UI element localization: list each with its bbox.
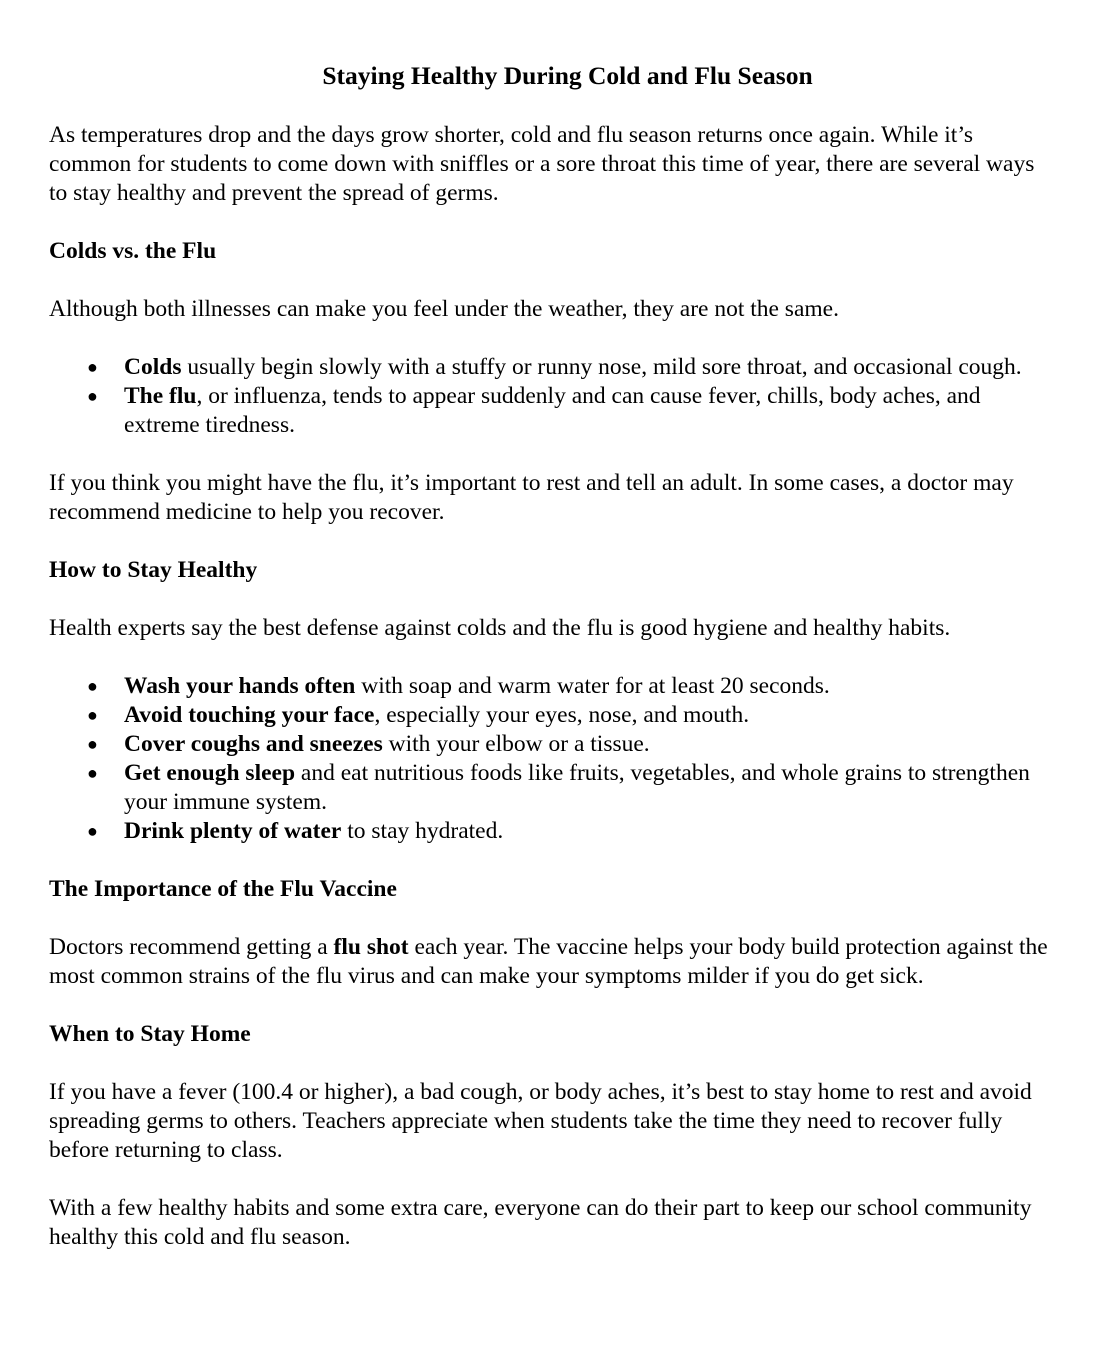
section-heading-colds-vs-flu: Colds vs. the Flu (49, 238, 217, 264)
list-item-bold: Drink plenty of water (124, 818, 342, 844)
list-item-text: with soap and warm water for at least 20 seconds. (355, 673, 830, 699)
vaccine-text-before: Doctors recommend getting a (49, 934, 334, 960)
bullet-icon: ● (87, 357, 98, 377)
list-item-text: with your elbow or a tissue. (382, 731, 650, 757)
document-title: Staying Healthy During Cold and Flu Season (322, 61, 813, 90)
section-closing-colds-vs-flu: If you think you might have the flu, it’s important to rest and tell an adult. In some cases, a doctor may recommend medicine to help you recover. (49, 470, 1014, 525)
list-item-text: to stay hydrated. (341, 818, 504, 844)
bullet-icon: ● (87, 705, 98, 725)
list-item-text: , especially your eyes, nose, and mouth. (374, 702, 750, 728)
vaccine-text-after: each year. The vaccine helps your body build protection against the most common strains of the flu virus and can make your symptoms milder if you do get sick. (49, 934, 1048, 989)
section-heading-stay-healthy: How to Stay Healthy (49, 557, 258, 583)
list-item (87, 672, 1056, 701)
list-item-bold: Get enough sleep (124, 760, 296, 786)
section-text-flu-vaccine (49, 933, 1056, 991)
list-item (87, 353, 1056, 382)
bullet-icon: ● (87, 763, 98, 783)
closing-paragraph: With a few healthy habits and some extra care, everyone can do their part to keep our school community healthy this cold and flu season. (49, 1195, 1032, 1250)
list-item-bold: Avoid touching your face (124, 702, 375, 728)
section-lead-colds-vs-flu: Although both illnesses can make you feel under the weather, they are not the same. (49, 296, 839, 322)
list-item-bold: Wash your hands often (124, 673, 356, 699)
bullet-icon: ● (87, 821, 98, 841)
list-item-text: usually begin slowly with a stuffy or runny nose, mild sore throat, and occasional cough. (181, 354, 1022, 380)
section-text-stay-home: If you have a fever (100.4 or higher), a bad cough, or body aches, it’s best to stay home to rest and avoid spreading germs to others. Teachers appreciate when students take the time they need to recover fully before returning to class. (49, 1079, 1032, 1163)
list-item (87, 382, 1056, 440)
section-heading-stay-home: When to Stay Home (49, 1021, 251, 1047)
bullet-icon: ● (87, 386, 98, 406)
list-stay-healthy (49, 672, 1056, 846)
list-colds-vs-flu (49, 353, 1056, 440)
list-item (87, 817, 1056, 846)
list-item (87, 759, 1056, 817)
section-heading-flu-vaccine: The Importance of the Flu Vaccine (49, 876, 397, 902)
bullet-icon: ● (87, 676, 98, 696)
intro-paragraph: As temperatures drop and the days grow shorter, cold and flu season returns once again. While it’s common for students to come down with sniffles or a sore throat this time of year, there are several ways to stay healthy and prevent the spread of germs. (49, 122, 1035, 206)
list-item-text: and eat nutritious foods like fruits, vegetables, and whole grains to strengthen your immune system. (124, 760, 1030, 815)
section-lead-stay-healthy: Health experts say the best defense against colds and the flu is good hygiene and healthy habits. (49, 615, 951, 641)
list-item-bold: Colds (124, 354, 182, 380)
list-item-bold: Cover coughs and sneezes (124, 731, 383, 757)
list-item-text: , or influenza, tends to appear suddenly and can cause fever, chills, body aches, and extreme tiredness. (124, 383, 981, 438)
list-item (87, 730, 1056, 759)
vaccine-text-bold: flu shot (333, 934, 409, 960)
bullet-icon: ● (87, 734, 98, 754)
list-item-bold: The flu (124, 383, 197, 409)
list-item (87, 701, 1056, 730)
